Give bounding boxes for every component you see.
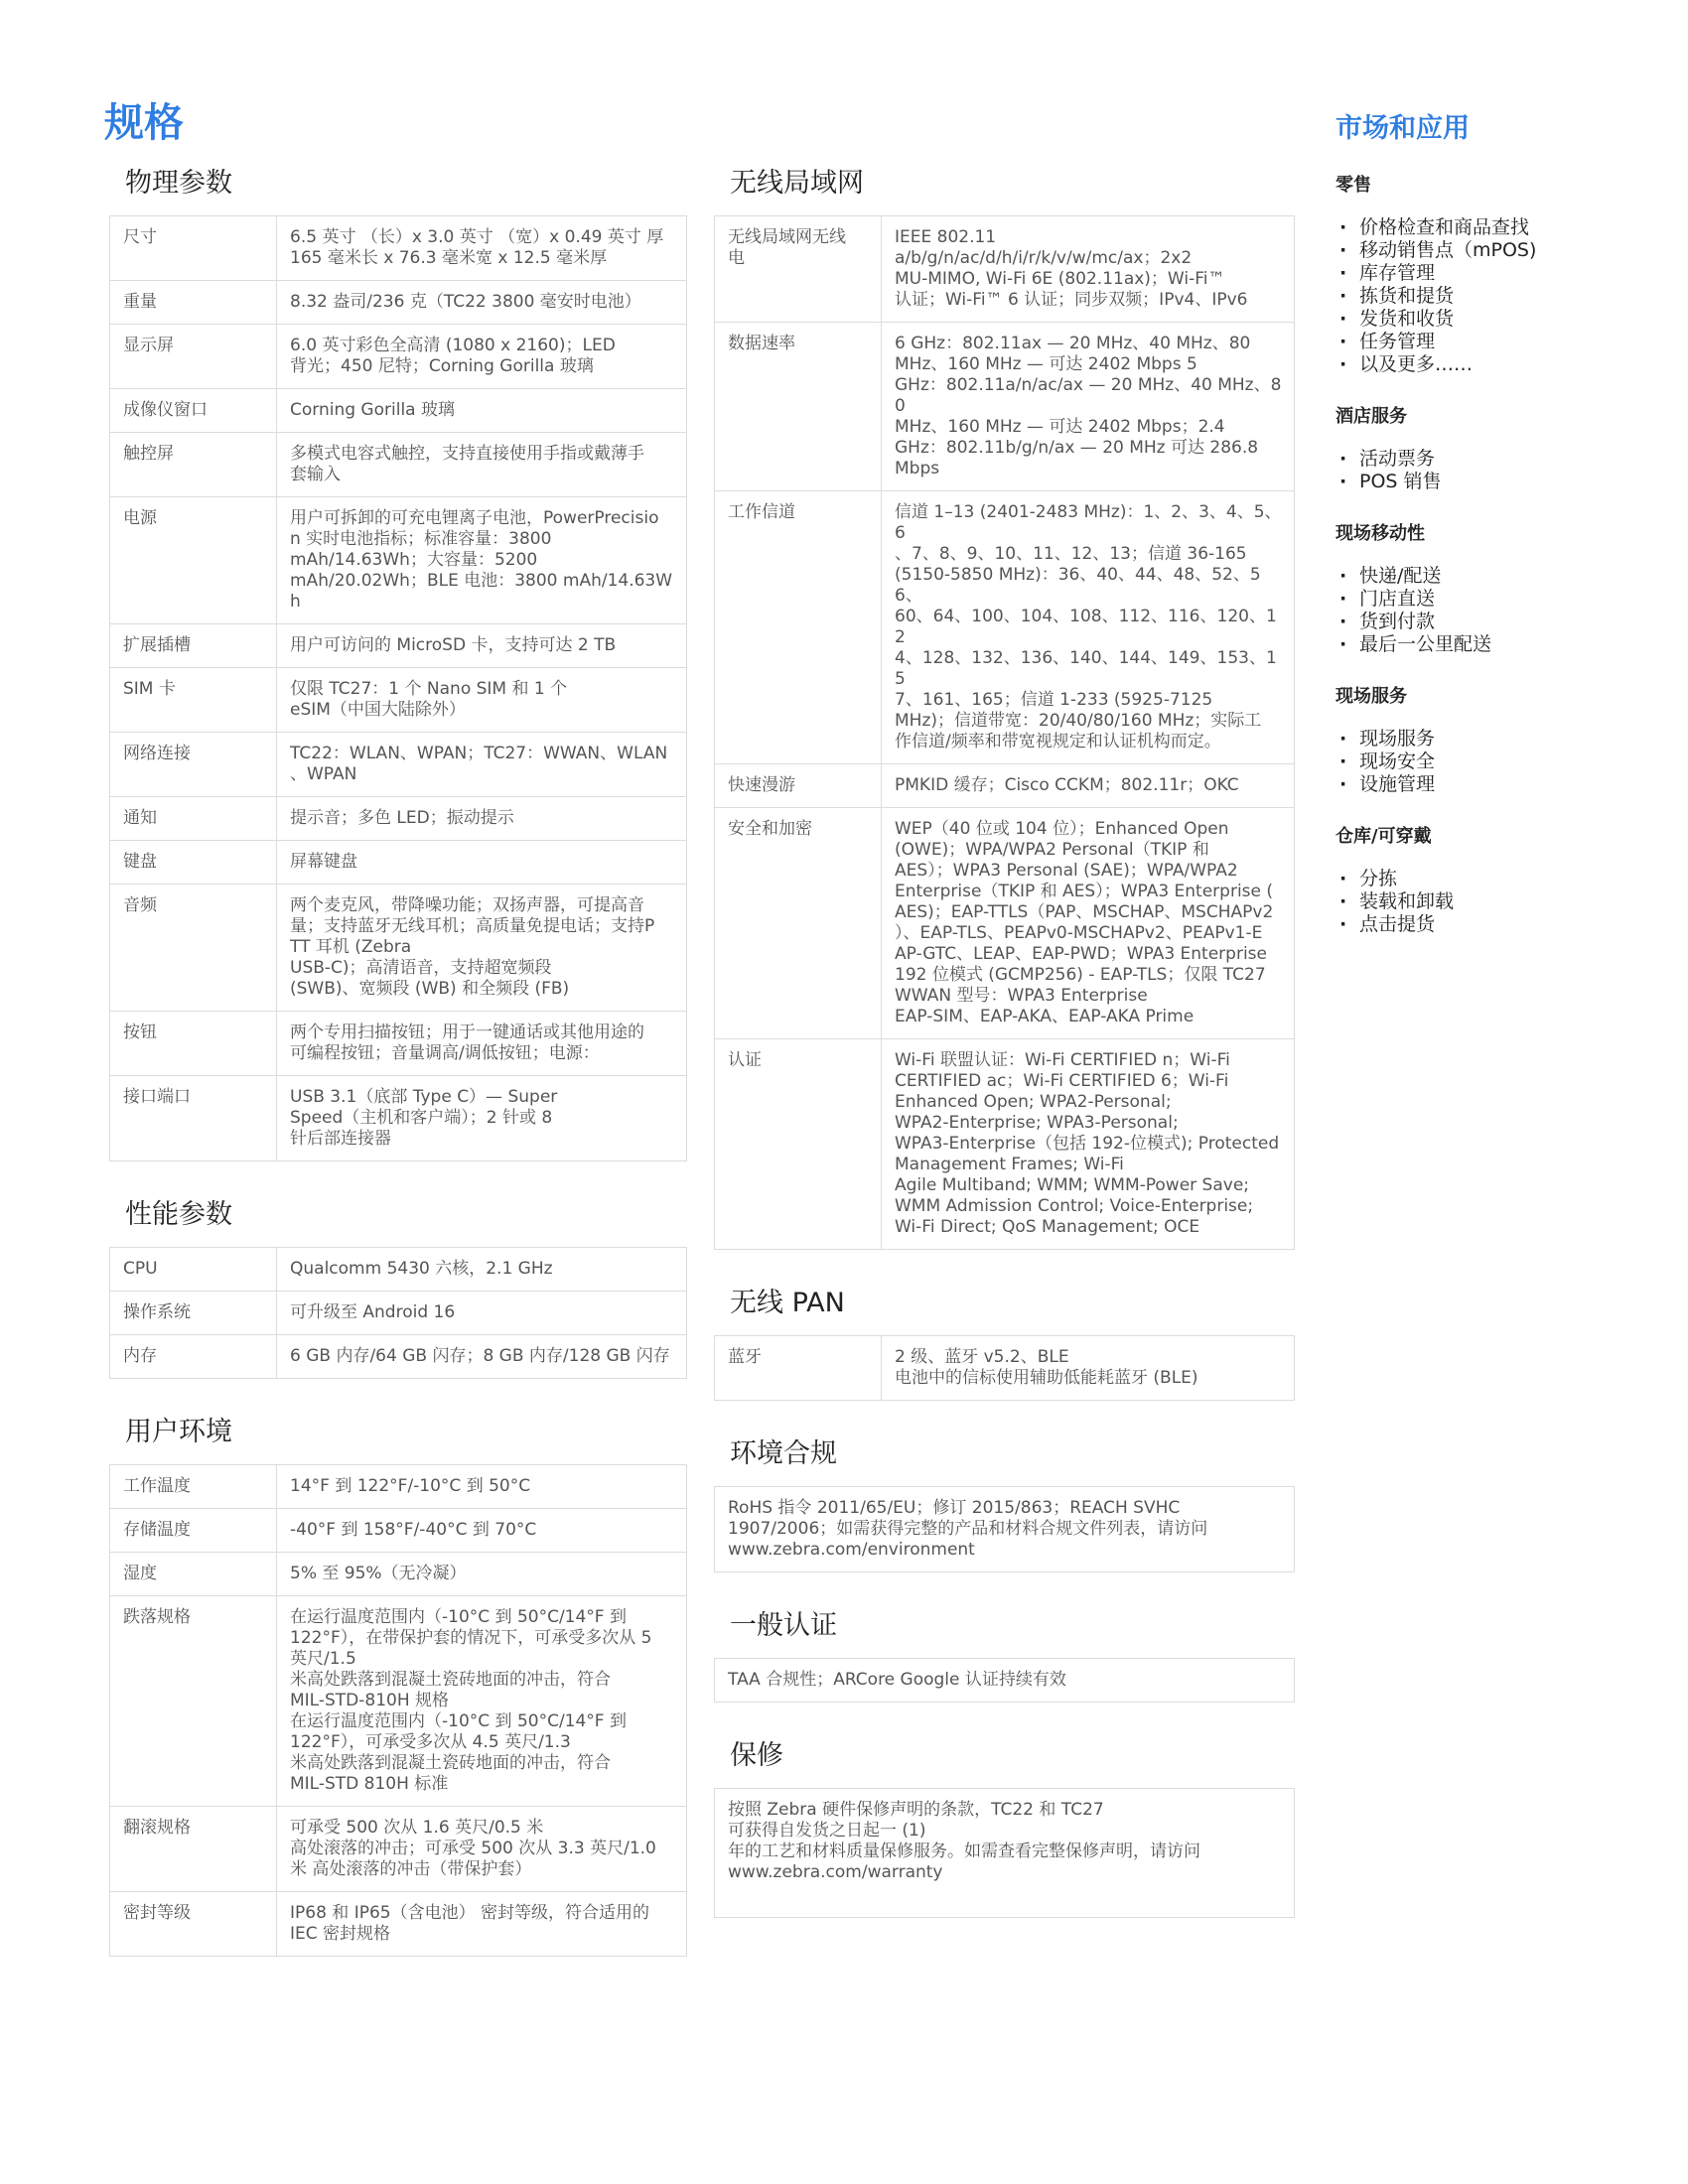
- spec-label: SIM 卡: [110, 668, 277, 733]
- spec-value: -40°F 到 158°F/-40°C 到 70°C: [277, 1509, 687, 1553]
- spec-label: 网络连接: [110, 733, 277, 797]
- markets-column: [1336, 109, 1633, 962]
- spec-label: 成像仪窗口: [110, 389, 277, 433]
- spec-value: Wi-Fi 联盟认证：Wi-Fi CERTIFIED n；Wi-Fi CERTIFIED ac；Wi-Fi CERTIFIED 6；Wi-Fi Enhanced Open; WPA2-Personal; WPA2-Enterprise; WPA3-Personal; WPA3-Enterprise（包括 192-位模式); Protected Management Frames; Wi-Fi Agile Multiband; WMM; WMM-Power Save; WMM Admission Control; Voice-Enterprise; Wi-Fi Direct; QoS Management; OCE: [882, 1039, 1295, 1250]
- spec-value: 仅限 TC27：1 个 Nano SIM 和 1 个 eSIM（中国大陆除外）: [277, 668, 687, 733]
- spec-label: 湿度: [110, 1553, 277, 1596]
- spec-row: [110, 433, 687, 497]
- section-title: 性能参数: [125, 1199, 232, 1230]
- spec-value: 5% 至 95%（无冷凝）: [277, 1553, 687, 1596]
- user-environment-section: [109, 1413, 687, 1957]
- spec-value: 6.0 英寸彩色全高清 (1080 x 2160)；LED 背光；450 尼特；Corning Gorilla 玻璃: [277, 325, 687, 389]
- list-item: · 库存管理: [1336, 262, 1633, 285]
- market-items: [1336, 868, 1633, 936]
- spec-row: [110, 668, 687, 733]
- spec-row: [110, 1807, 687, 1892]
- list-item: · 货到付款: [1336, 611, 1633, 633]
- spec-row: [715, 323, 1295, 491]
- spec-row: [110, 281, 687, 325]
- page-title: 规格: [104, 100, 184, 146]
- spec-value: 用户可访问的 MicroSD 卡，支持可达 2 TB: [277, 624, 687, 668]
- list-item: · 活动票务: [1336, 448, 1633, 471]
- list-item: · 现场服务: [1336, 728, 1633, 751]
- general-cert-text: TAA 合规性；ARCore Google 认证持续有效: [714, 1658, 1295, 1703]
- spec-value: Qualcomm 5430 六核，2.1 GHz: [277, 1248, 687, 1292]
- section-title: 物理参数: [125, 168, 232, 199]
- section-title: 无线局域网: [730, 168, 864, 199]
- spec-value: IEEE 802.11 a/b/g/n/ac/d/h/i/r/k/v/w/mc/ax；2x2 MU-MIMO, Wi-Fi 6E (802.11ax)；Wi-Fi™ 认证；Wi-Fi™ 6 认证；同步双频；IPv4、IPv6: [882, 216, 1295, 323]
- spec-row: [110, 1076, 687, 1161]
- market-items: [1336, 728, 1633, 796]
- spec-value: IP68 和 IP65（含电池） 密封等级，符合适用的 IEC 密封规格: [277, 1892, 687, 1957]
- spec-label: 音频: [110, 885, 277, 1012]
- spec-label: 工作信道: [715, 491, 882, 764]
- spec-row: [715, 1039, 1295, 1250]
- spec-row: [110, 1012, 687, 1076]
- spec-label: 跌落规格: [110, 1596, 277, 1807]
- middle-column: [714, 164, 1295, 1952]
- market-items: [1336, 565, 1633, 656]
- spec-label: 翻滚规格: [110, 1807, 277, 1892]
- spec-row: [110, 1553, 687, 1596]
- spec-row: [110, 797, 687, 841]
- spec-value: 8.32 盎司/236 克（TC22 3800 毫安时电池）: [277, 281, 687, 325]
- spec-value: 6.5 英寸 （长）x 3.0 英寸 （宽）x 0.49 英寸 厚 165 毫米长 x 76.3 毫米宽 x 12.5 毫米厚: [277, 216, 687, 281]
- spec-value: WEP（40 位或 104 位）；Enhanced Open (OWE)；WPA/WPA2 Personal（TKIP 和 AES）；WPA3 Personal (SAE)；WPA/WPA2 Enterprise（TKIP 和 AES）；WPA3 Enterprise ( AES)；EAP-TTLS（PAP、MSCHAP、MSCHAPv2 ）、EAP-TLS、PEAPv0-MSCHAPv2、PEAPv1-E AP-GTC、LEAP、EAP-PWD；WPA3 Enterprise 192 位模式 (GCMP256) - EAP-TLS；仅限 TC27 WWAN 型号：WPA3 Enterprise EAP-SIM、EAP-AKA、EAP-AKA Prime: [882, 808, 1295, 1039]
- market-category: 现场移动性: [1336, 523, 1425, 544]
- spec-label: 操作系统: [110, 1292, 277, 1335]
- list-item: · 最后一公里配送: [1336, 633, 1633, 656]
- list-item: · 移动销售点（mPOS): [1336, 239, 1633, 262]
- spec-row: [110, 733, 687, 797]
- env-compliance-text: RoHS 指令 2011/65/EU；修订 2015/863；REACH SVHC 1907/2006；如需获得完整的产品和材料合规文件列表，请访问 www.zebra.com/environment: [714, 1486, 1295, 1572]
- general-cert-section: [714, 1606, 1295, 1703]
- spec-row: [715, 491, 1295, 764]
- list-item: · 装载和卸载: [1336, 890, 1633, 913]
- spec-value: 可承受 500 次从 1.6 英尺/0.5 米 高处滚落的冲击；可承受 500 次从 3.3 英尺/1.0 米 高处滚落的冲击（带保护套）: [277, 1807, 687, 1892]
- section-title: 环境合规: [730, 1438, 837, 1469]
- spec-label: 接口端口: [110, 1076, 277, 1161]
- spec-row: [110, 216, 687, 281]
- list-item: · 以及更多……: [1336, 353, 1633, 376]
- performance-section: [109, 1195, 687, 1379]
- list-item: · 任务管理: [1336, 331, 1633, 353]
- spec-table: [109, 1464, 687, 1957]
- spec-row: [110, 624, 687, 668]
- spec-table: [109, 1247, 687, 1379]
- spec-value: 6 GHz：802.11ax — 20 MHz、40 MHz、80 MHz、160 MHz — 可达 2402 Mbps 5 GHz：802.11a/n/ac/ax — 20 MHz、40 MHz、80 MHz、160 MHz — 可达 2402 Mbps；2.4 GHz：802.11b/g/n/ax — 20 MHz 可达 286.8 Mbps: [882, 323, 1295, 491]
- left-column: [109, 164, 687, 1990]
- spec-table: [714, 1335, 1295, 1401]
- spec-row: [110, 1509, 687, 1553]
- spec-label: 存储温度: [110, 1509, 277, 1553]
- spec-label: 尺寸: [110, 216, 277, 281]
- spec-table: [109, 215, 687, 1161]
- spec-row: [715, 764, 1295, 808]
- spec-label: 扩展插槽: [110, 624, 277, 668]
- list-item: · 价格检查和商品查找: [1336, 216, 1633, 239]
- list-item: · 快递/配送: [1336, 565, 1633, 588]
- spec-value: 2 级、蓝牙 v5.2、BLE 电池中的信标使用辅助低能耗蓝牙 (BLE): [882, 1336, 1295, 1401]
- spec-label: 认证: [715, 1039, 882, 1250]
- physical-section: [109, 164, 687, 1161]
- spec-row: [110, 389, 687, 433]
- spec-label: 安全和加密: [715, 808, 882, 1039]
- spec-label: 触控屏: [110, 433, 277, 497]
- wpan-section: [714, 1284, 1295, 1401]
- spec-label: 电源: [110, 497, 277, 624]
- spec-row: [715, 216, 1295, 323]
- spec-label: 工作温度: [110, 1465, 277, 1509]
- spec-value: 6 GB 内存/64 GB 闪存；8 GB 内存/128 GB 闪存: [277, 1335, 687, 1379]
- wlan-section: [714, 164, 1295, 1250]
- spec-label: 蓝牙: [715, 1336, 882, 1401]
- spec-label: 无线局域网无线 电: [715, 216, 882, 323]
- spec-label: 按钮: [110, 1012, 277, 1076]
- spec-label: 快速漫游: [715, 764, 882, 808]
- list-item: · 门店直送: [1336, 588, 1633, 611]
- spec-row: [110, 1596, 687, 1807]
- spec-label: 键盘: [110, 841, 277, 885]
- list-item: · 分拣: [1336, 868, 1633, 890]
- spec-value: 屏幕键盘: [277, 841, 687, 885]
- spec-row: [110, 1465, 687, 1509]
- spec-value: 14°F 到 122°F/-10°C 到 50°C: [277, 1465, 687, 1509]
- market-category: 现场服务: [1336, 686, 1407, 707]
- list-item: · POS 销售: [1336, 471, 1633, 493]
- spec-row: [110, 325, 687, 389]
- market-category: 酒店服务: [1336, 406, 1407, 427]
- market-category: 零售: [1336, 175, 1371, 196]
- spec-value: USB 3.1（底部 Type C）— Super Speed（主机和客户端）；2 针或 8 针后部连接器: [277, 1076, 687, 1161]
- spec-value: 两个专用扫描按钮；用于一键通话或其他用途的 可编程按钮；音量调高/调低按钮；电源：: [277, 1012, 687, 1076]
- section-title: 一般认证: [730, 1610, 837, 1641]
- spec-label: 密封等级: [110, 1892, 277, 1957]
- spec-row: [110, 497, 687, 624]
- spec-label: 内存: [110, 1335, 277, 1379]
- list-item: · 现场安全: [1336, 751, 1633, 773]
- spec-value: 可升级至 Android 16: [277, 1292, 687, 1335]
- spec-label: 重量: [110, 281, 277, 325]
- spec-value: TC22：WLAN、WPAN；TC27：WWAN、WLAN 、WPAN: [277, 733, 687, 797]
- spec-row: [110, 1248, 687, 1292]
- spec-value: 信道 1–13 (2401-2483 MHz)：1、2、3、4、5、6 、7、8、9、10、11、12、13；信道 36-165 (5150-5850 MHz)：36、40、44、48、52、56、 60、64、100、104、108、112、116、120、12 4、128、132、136、140、144、149、153、15 7、161、165；信道 1-233 (5925-7125 MHz)；信道带宽：20/40/80/160 MHz；实际工 作信道/频率和带宽视规定和认证机构而定。: [882, 491, 1295, 764]
- spec-label: 通知: [110, 797, 277, 841]
- section-title: 保修: [730, 1740, 783, 1771]
- spec-label: 显示屏: [110, 325, 277, 389]
- spec-value: 提示音；多色 LED；振动提示: [277, 797, 687, 841]
- spec-value: 两个麦克风，带降噪功能；双扬声器，可提高音 量；支持蓝牙无线耳机；高质量免提电话；支持P TT 耳机 (Zebra USB-C)；高清语音，支持超宽频段 (SWB)、宽频段 (WB) 和全频段 (FB): [277, 885, 687, 1012]
- spec-row: [110, 1292, 687, 1335]
- spec-label: CPU: [110, 1248, 277, 1292]
- spec-value: Corning Gorilla 玻璃: [277, 389, 687, 433]
- list-item: · 设施管理: [1336, 773, 1633, 796]
- spec-value: PMKID 缓存；Cisco CCKM；802.11r；OKC: [882, 764, 1295, 808]
- spec-row: [715, 808, 1295, 1039]
- spec-row: [110, 841, 687, 885]
- spec-row: [715, 1336, 1295, 1401]
- markets-title: 市场和应用: [1336, 113, 1470, 144]
- spec-table: [714, 215, 1295, 1250]
- env-compliance-section: [714, 1434, 1295, 1572]
- spec-label: 数据速率: [715, 323, 882, 491]
- market-category: 仓库/可穿戴: [1336, 826, 1432, 847]
- spec-value: 在运行温度范围内（-10°C 到 50°C/14°F 到 122°F），在带保护套的情况下，可承受多次从 5 英尺/1.5 米高处跌落到混凝土瓷砖地面的冲击，符合 MIL-STD-810H 规格 在运行温度范围内（-10°C 到 50°C/14°F 到 122°F），可承受多次从 4.5 英尺/1.3 米高处跌落到混凝土瓷砖地面的冲击，符合 MIL-STD 810H 标准: [277, 1596, 687, 1807]
- spec-value: 多模式电容式触控，支持直接使用手指或戴薄手 套输入: [277, 433, 687, 497]
- list-item: · 拣货和提货: [1336, 285, 1633, 308]
- section-title: 用户环境: [125, 1417, 232, 1447]
- list-item: · 发货和收货: [1336, 308, 1633, 331]
- warranty-section: [714, 1736, 1295, 1918]
- section-title: 无线 PAN: [730, 1288, 845, 1318]
- spec-value: 用户可拆卸的可充电锂离子电池，PowerPrecisio n 实时电池指标；标准容量：3800 mAh/14.63Wh；大容量：5200 mAh/20.02Wh；BLE 电池：3800 mAh/14.63Wh: [277, 497, 687, 624]
- spec-row: [110, 885, 687, 1012]
- list-item: · 点击提货: [1336, 913, 1633, 936]
- markets-list: [1336, 171, 1633, 936]
- market-items: [1336, 448, 1633, 493]
- warranty-text: 按照 Zebra 硬件保修声明的条款，TC22 和 TC27 可获得自发货之日起一 (1) 年的工艺和材料质量保修服务。如需查看完整保修声明，请访问 www.zebra.com/warranty: [714, 1788, 1295, 1918]
- spec-row: [110, 1892, 687, 1957]
- spec-row: [110, 1335, 687, 1379]
- market-items: [1336, 216, 1633, 376]
